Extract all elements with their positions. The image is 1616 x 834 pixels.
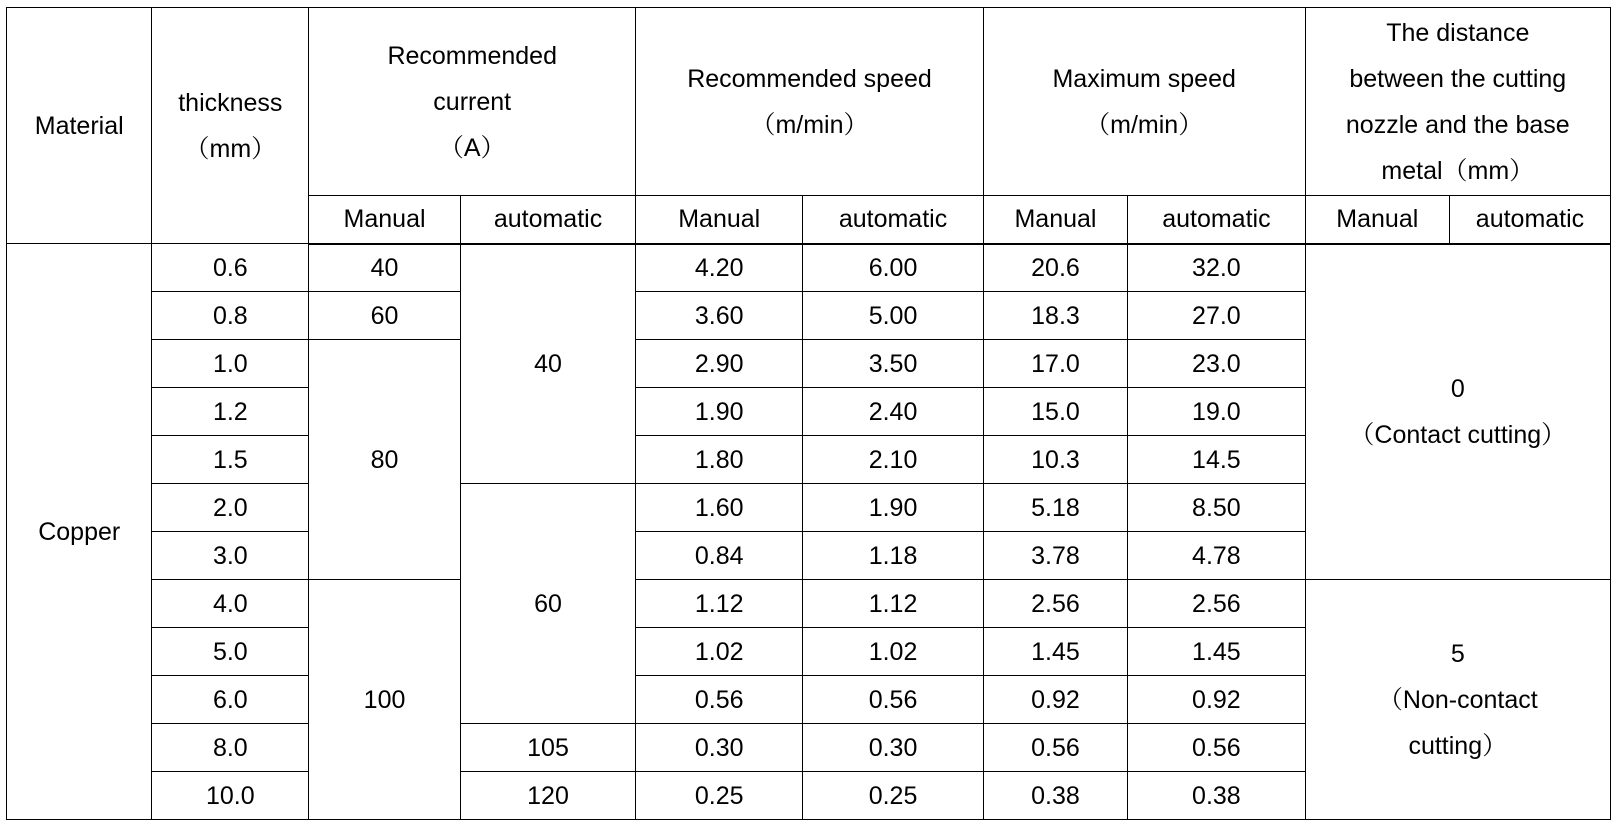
rec-speed-manual-cell: 2.90 — [636, 340, 803, 388]
rec-speed-manual-cell: 0.25 — [636, 772, 803, 820]
rec-speed-automatic-cell: 6.00 — [803, 244, 984, 292]
max-speed-manual-header: Manual — [983, 196, 1127, 244]
thickness-cell: 1.5 — [152, 436, 309, 484]
max-speed-automatic-cell: 19.0 — [1128, 388, 1305, 436]
max-speed-automatic-cell: 1.45 — [1128, 628, 1305, 676]
thickness-cell: 1.0 — [152, 340, 309, 388]
thickness-cell: 1.2 — [152, 388, 309, 436]
rec-speed-automatic-cell: 1.90 — [803, 484, 984, 532]
max-speed-automatic-cell: 2.56 — [1128, 580, 1305, 628]
max-speed-automatic-cell: 0.56 — [1128, 724, 1305, 772]
rec-speed-manual-cell: 0.30 — [636, 724, 803, 772]
thickness-cell: 6.0 — [152, 676, 309, 724]
rec-speed-manual-cell: 4.20 — [636, 244, 803, 292]
current-automatic-cell: 60 — [460, 484, 635, 724]
current-manual-cell: 60 — [309, 292, 461, 340]
rec-speed-automatic-cell: 0.30 — [803, 724, 984, 772]
max-speed-automatic-cell: 0.92 — [1128, 676, 1305, 724]
rec-speed-manual-cell: 0.56 — [636, 676, 803, 724]
rec-speed-manual-cell: 1.90 — [636, 388, 803, 436]
rec-speed-automatic-cell: 1.02 — [803, 628, 984, 676]
max-speed-automatic-cell: 23.0 — [1128, 340, 1305, 388]
thickness-cell: 10.0 — [152, 772, 309, 820]
rec-speed-manual-cell: 1.80 — [636, 436, 803, 484]
rec-speed-automatic-cell: 0.56 — [803, 676, 984, 724]
rec-speed-manual-cell: 1.12 — [636, 580, 803, 628]
max-speed-automatic-header: automatic — [1128, 196, 1305, 244]
thickness-cell: 0.8 — [152, 292, 309, 340]
max-speed-manual-cell: 1.45 — [983, 628, 1127, 676]
current-automatic-cell: 105 — [460, 724, 635, 772]
header-row-top — [7, 8, 1611, 196]
thickness-cell: 5.0 — [152, 628, 309, 676]
rec-speed-automatic-cell: 2.40 — [803, 388, 984, 436]
current-manual-cell: 40 — [309, 244, 461, 292]
max-speed-manual-cell: 5.18 — [983, 484, 1127, 532]
distance-manual-header: Manual — [1305, 196, 1449, 244]
rec-speed-manual-cell: 0.84 — [636, 532, 803, 580]
max-speed-manual-cell: 0.56 — [983, 724, 1127, 772]
material-header: Material — [7, 8, 152, 244]
rec-speed-automatic-cell: 1.12 — [803, 580, 984, 628]
max-speed-manual-cell: 20.6 — [983, 244, 1127, 292]
max-speed-manual-cell: 17.0 — [983, 340, 1127, 388]
recommended-speed-header: Recommended speed （m/min） — [636, 8, 984, 196]
nozzle-distance-header: The distance between the cutting nozzle and the base metal（mm） — [1305, 8, 1610, 196]
max-speed-manual-cell: 2.56 — [983, 580, 1127, 628]
thickness-cell: 2.0 — [152, 484, 309, 532]
max-speed-manual-cell: 15.0 — [983, 388, 1127, 436]
recommended-current-header: Recommended current （A） — [309, 8, 636, 196]
max-speed-automatic-cell: 27.0 — [1128, 292, 1305, 340]
distance-contact-cell: 0 （Contact cutting） — [1305, 244, 1610, 580]
max-speed-manual-cell: 18.3 — [983, 292, 1127, 340]
max-speed-automatic-cell: 0.38 — [1128, 772, 1305, 820]
thickness-cell: 0.6 — [152, 244, 309, 292]
rec-speed-automatic-cell: 0.25 — [803, 772, 984, 820]
distance-non-contact-cell: 5 （Non-contact cutting） — [1305, 580, 1610, 820]
thickness-cell: 4.0 — [152, 580, 309, 628]
table-row — [7, 580, 1611, 628]
maximum-speed-header: Maximum speed （m/min） — [983, 8, 1305, 196]
copper-cutting-parameters-table — [6, 7, 1611, 820]
current-manual-header: Manual — [309, 196, 461, 244]
table-row — [7, 244, 1611, 292]
max-speed-automatic-cell: 4.78 — [1128, 532, 1305, 580]
thickness-cell: 3.0 — [152, 532, 309, 580]
material-cell: Copper — [7, 244, 152, 820]
rec-speed-automatic-header: automatic — [803, 196, 984, 244]
current-manual-cell: 80 — [309, 340, 461, 580]
rec-speed-automatic-cell: 5.00 — [803, 292, 984, 340]
max-speed-automatic-cell: 14.5 — [1128, 436, 1305, 484]
rec-speed-manual-cell: 1.60 — [636, 484, 803, 532]
thickness-cell: 8.0 — [152, 724, 309, 772]
max-speed-manual-cell: 3.78 — [983, 532, 1127, 580]
rec-speed-manual-cell: 3.60 — [636, 292, 803, 340]
max-speed-automatic-cell: 32.0 — [1128, 244, 1305, 292]
rec-speed-manual-header: Manual — [636, 196, 803, 244]
distance-automatic-header: automatic — [1450, 196, 1611, 244]
rec-speed-automatic-cell: 1.18 — [803, 532, 984, 580]
current-manual-cell: 100 — [309, 580, 461, 820]
max-speed-manual-cell: 0.92 — [983, 676, 1127, 724]
rec-speed-manual-cell: 1.02 — [636, 628, 803, 676]
current-automatic-header: automatic — [460, 196, 635, 244]
max-speed-automatic-cell: 8.50 — [1128, 484, 1305, 532]
current-automatic-cell: 120 — [460, 772, 635, 820]
max-speed-manual-cell: 0.38 — [983, 772, 1127, 820]
thickness-header: thickness （mm） — [152, 8, 309, 244]
rec-speed-automatic-cell: 2.10 — [803, 436, 984, 484]
max-speed-manual-cell: 10.3 — [983, 436, 1127, 484]
rec-speed-automatic-cell: 3.50 — [803, 340, 984, 388]
current-automatic-cell: 40 — [460, 244, 635, 484]
